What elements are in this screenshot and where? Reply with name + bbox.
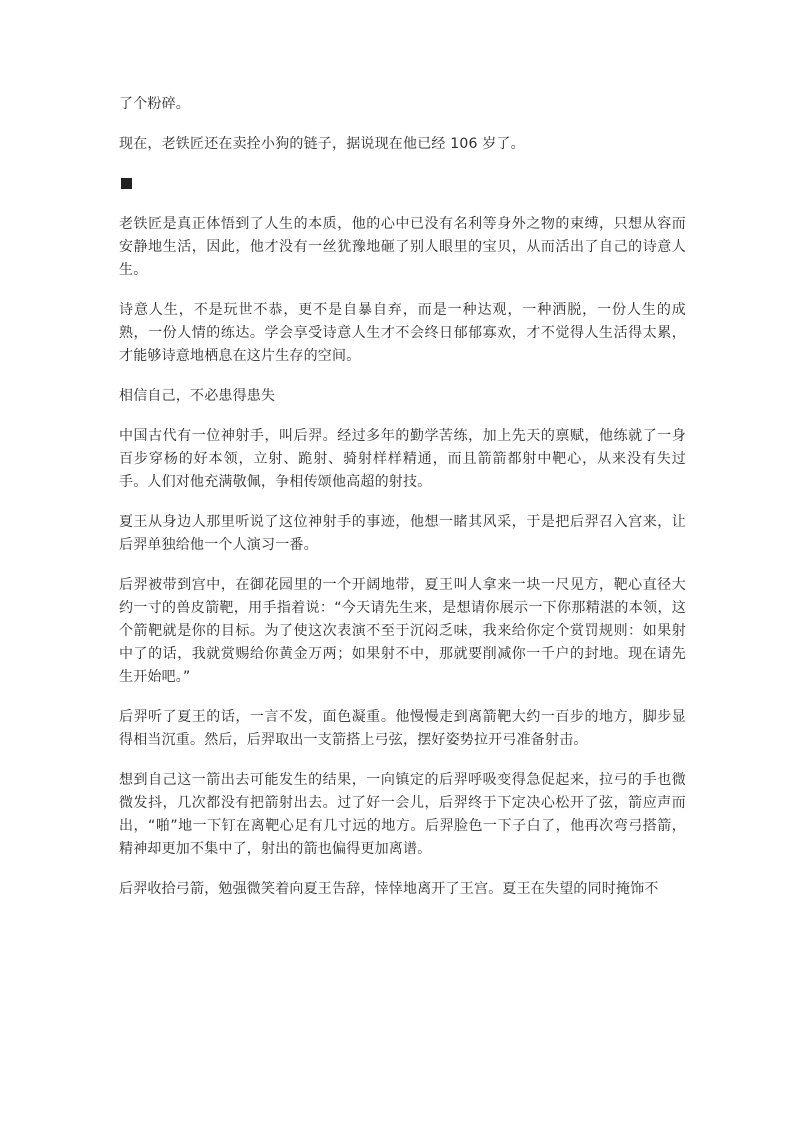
paragraph: 现在，老铁匠还在卖拴小狗的链子，据说现在他已经 106 岁了。 [119, 136, 525, 152]
paragraph: 后羿被带到宫中，在御花园里的一个开阔地带，夏王叫人拿来一块一尺见方，靶心直径大约一寸的兽皮箭靶，用手指着说：“今天请先生来，是想请你展示一下你那精湛的本领，这个箭靶就是你的目标。为了使这次表演不至于沉闷乏味，我来给你定个赏罚规则：如果射中了的话，我就赏赐给你黄金万两；如果射不中，那就要削减你一千户的封地。现在请先生开始吧。” [119, 577, 686, 685]
paragraph: 夏王从身边人那里听说了这位神射手的事迹，他想一睹其风采，于是把后羿召入宫来，让后羿单独给他一个人演习一番。 [119, 514, 686, 553]
paragraph: 后羿听了夏王的话，一言不发，面色凝重。他慢慢走到离箭靶大约一百步的地方，脚步显得相当沉重。然后，后羿取出一支箭搭上弓弦，摆好姿势拉开弓准备射击。 [119, 709, 686, 748]
paragraph: 诗意人生，不是玩世不恭，更不是自暴自弃，而是一种达观，一种洒脱，一份人生的成熟，一份人情的练达。学会享受诗意人生才不会终日郁郁寡欢，才不觉得人生活得太累，才能够诗意地栖息在这片生存的空间。 [119, 302, 686, 364]
paragraph: 后羿收拾弓箭，勉强微笑着向夏王告辞，悻悻地离开了王宫。夏王在失望的同时掩饰不 [119, 881, 659, 897]
paragraph: 中国古代有一位神射手，叫后羿。经过多年的勤学苦练，加上先天的禀赋，他练就了一身百步穿杨的好本领，立射、跪射、骑射样样精通，而且箭箭都射中靶心，从来没有失过手。人们对他充满敬佩，争相传颂他高超的射技。 [119, 428, 686, 490]
section-heading: 相信自己，不必患得患失 [119, 388, 276, 404]
paragraph: 了个粉碎。 [119, 96, 190, 112]
paragraph: 想到自己这一箭出去可能发生的结果，一向镇定的后羿呼吸变得急促起来，拉弓的手也微微发抖，几次都没有把箭射出去。过了好一会儿，后羿终于下定决心松开了弦，箭应声而出，“啪”地一下钉在离靶心足有几寸远的地方。后羿脸色一下子白了，他再次弯弓搭箭，精神却更加不集中了，射出的箭也偏得更加离谱。 [119, 772, 686, 857]
section-separator [119, 173, 686, 196]
article-body [119, 93, 686, 918]
black-square-icon [121, 178, 132, 189]
paragraph: 老铁匠是真正体悟到了人生的本质，他的心中已没有名利等身外之物的束缚，只想从容而安静地生活，因此，他才没有一丝犹豫地砸了别人眼里的宝贝，从而活出了自己的诗意人生。 [119, 216, 686, 278]
